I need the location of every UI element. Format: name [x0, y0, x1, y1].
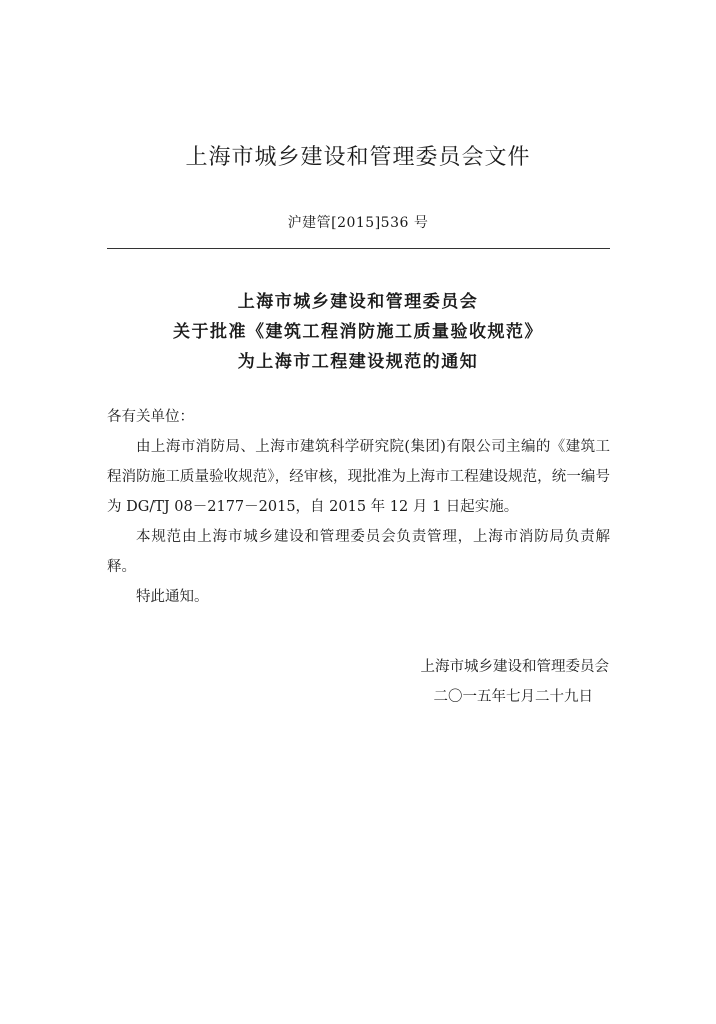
notice-title-line-1: 上海市城乡建设和管理委员会 — [237, 292, 479, 312]
body-paragraph-1: 由上海市消防局、上海市建筑科学研究院(集团)有限公司主编的《建筑工程消防施工质量验收规范》，经审核，现批准为上海市工程建设规范，统一编号为 DG/TJ 08－2177－2015，自 2015 年 12 月 1 日起实施。 — [107, 439, 610, 515]
notice-title-line-3: 为上海市工程建设规范的通知 — [237, 352, 479, 372]
notice-body — [107, 402, 610, 612]
issuer-name: 上海市城乡建设和管理委员会 — [420, 659, 609, 675]
notice-title-line-2: 关于批准《建筑工程消防施工质量验收规范》 — [173, 322, 543, 342]
body-paragraph-2: 本规范由上海市城乡建设和管理委员会负责管理，上海市消防局负责解释。 — [107, 529, 610, 575]
document-header-title: 上海市城乡建设和管理委员会文件 — [185, 145, 531, 170]
header-divider — [107, 248, 610, 249]
salutation: 各有关单位： — [107, 409, 194, 425]
body-paragraph-3: 特此通知。 — [136, 589, 209, 605]
signature-block — [421, 652, 610, 712]
document-number: 沪建管[2015]536 号 — [287, 215, 429, 231]
issue-date: 二〇一五年七月二十九日 — [433, 689, 593, 705]
notice-title — [0, 287, 716, 377]
